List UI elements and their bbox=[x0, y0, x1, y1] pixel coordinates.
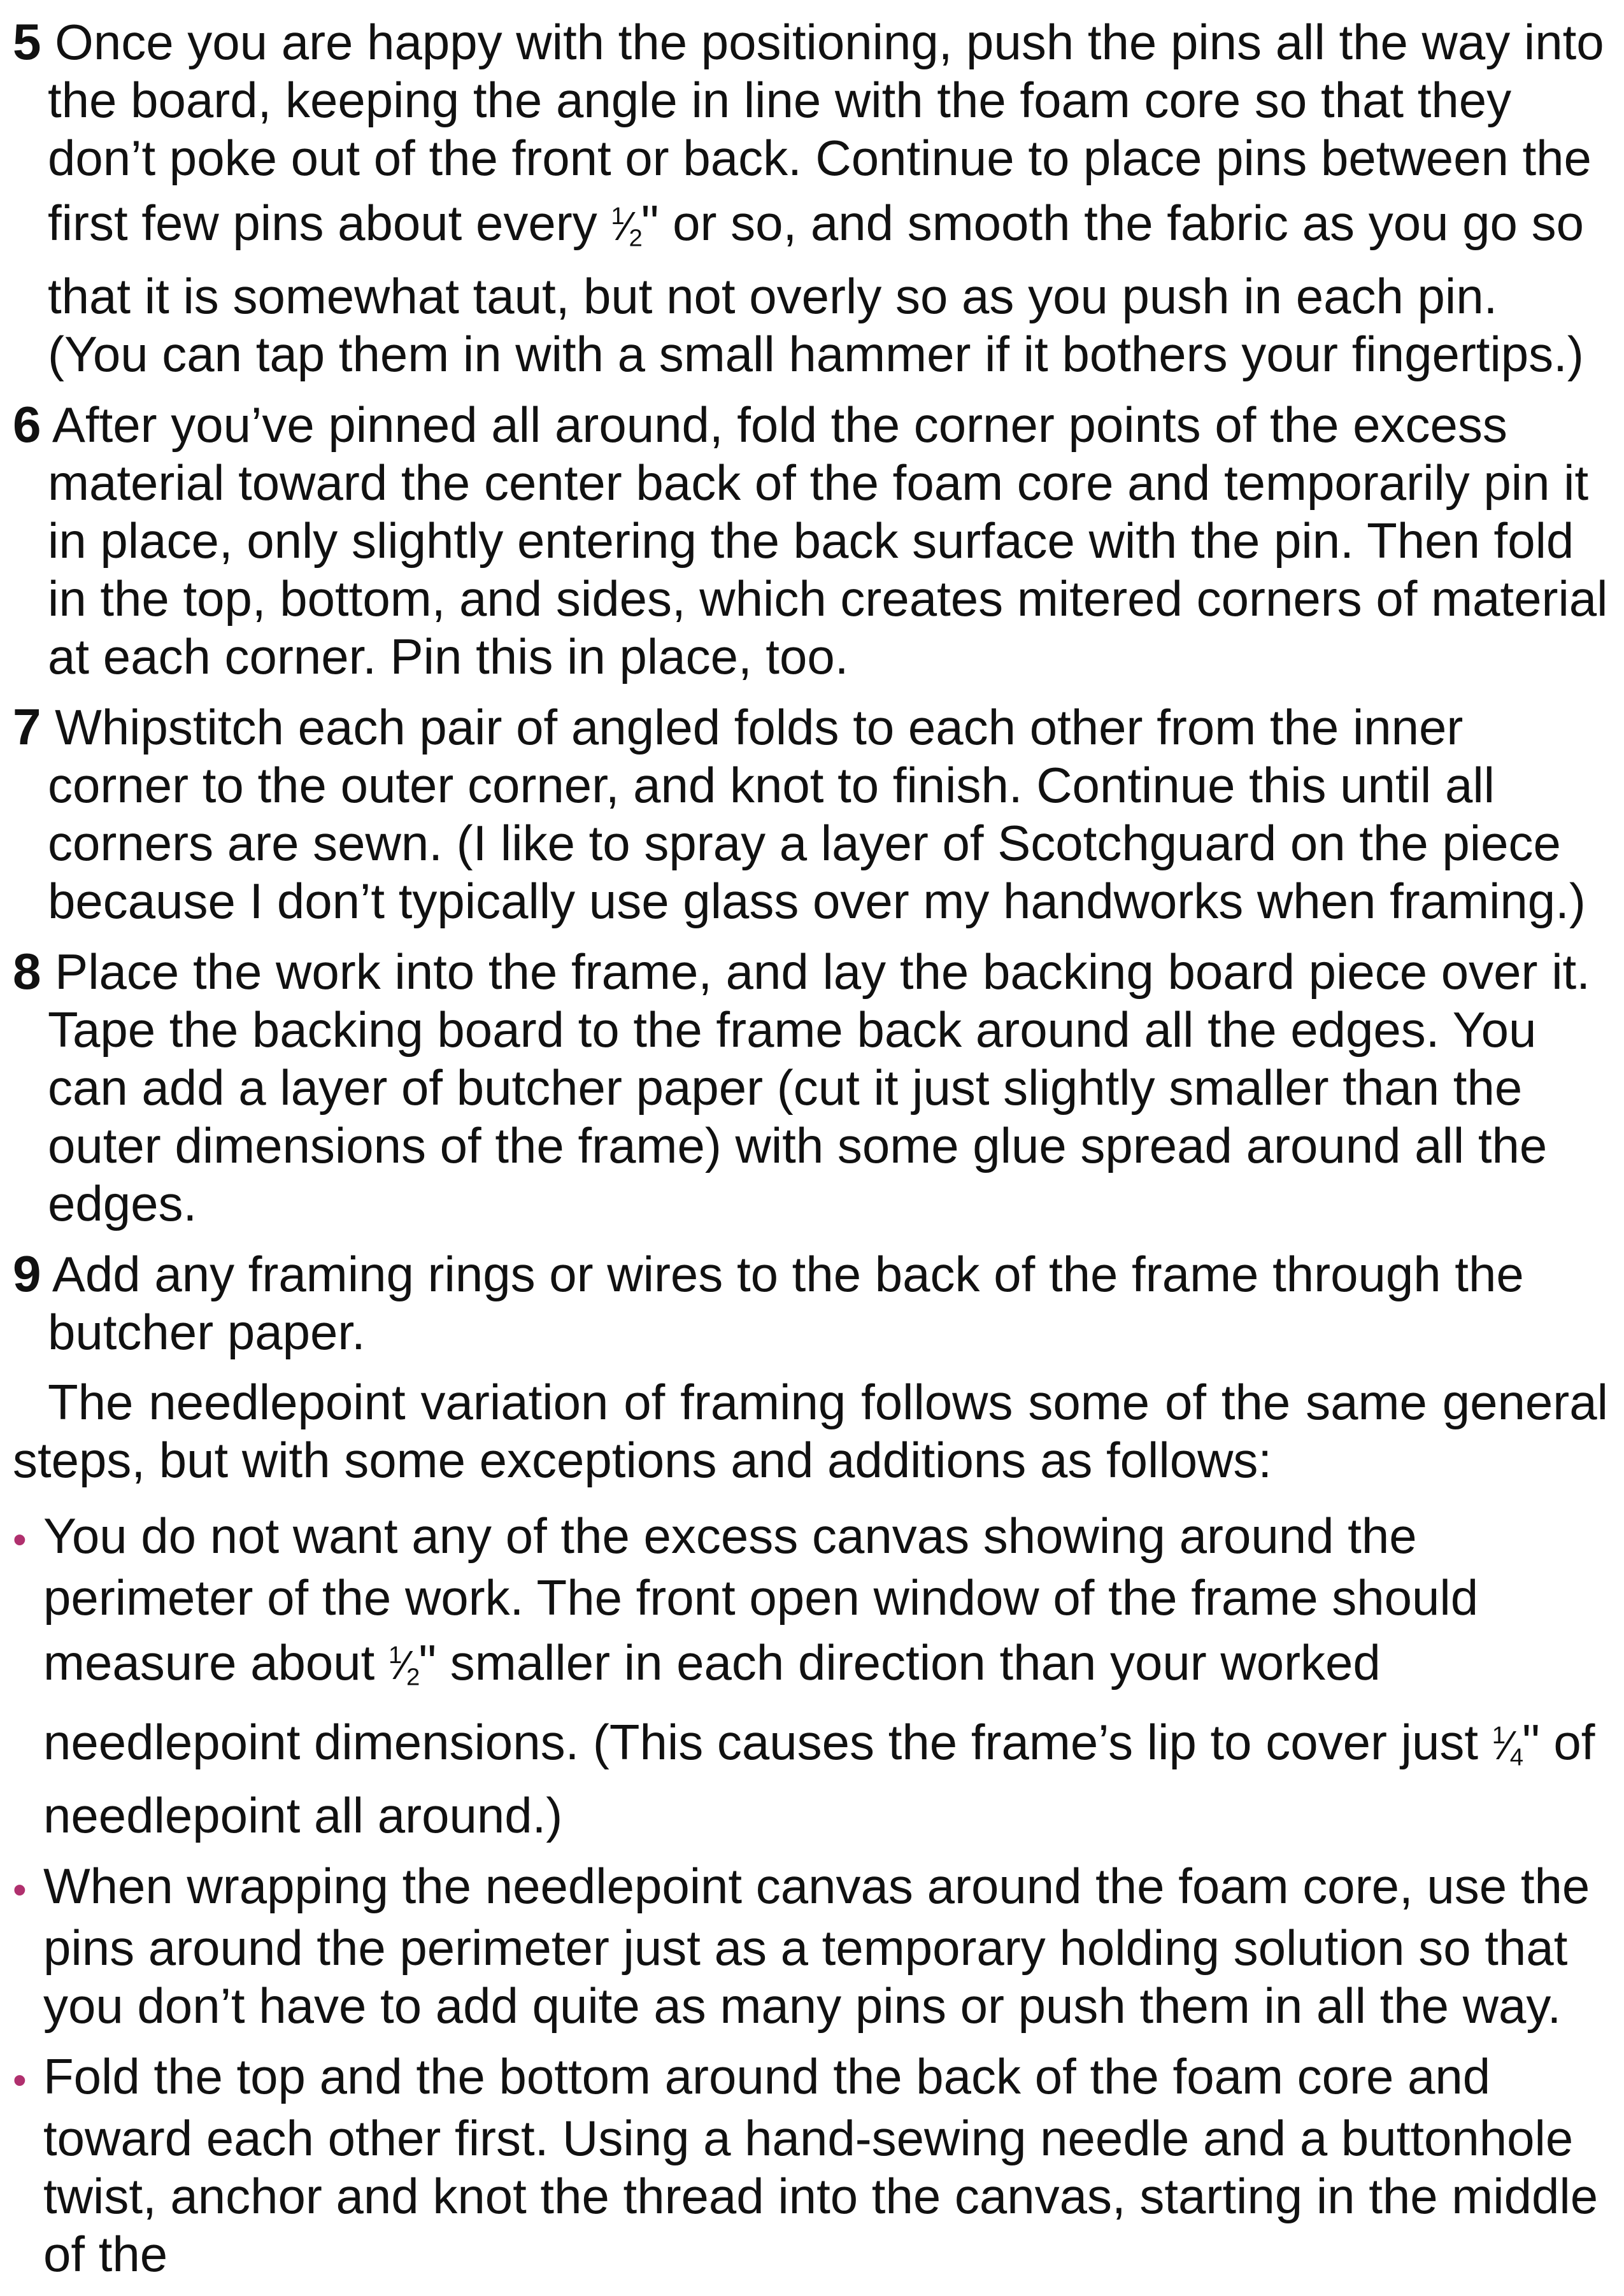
bullet-icon: • bbox=[13, 2058, 27, 2102]
list-item bbox=[13, 1507, 1608, 1845]
step-9 bbox=[13, 1245, 1608, 1361]
list-item-text: When wrapping the needlepoint canvas around the foam core, use the pins around the perimeter just as a temporary holding solution so that you don’t have to add quite as many pins or push them in all the way. bbox=[43, 1857, 1590, 2034]
document-page bbox=[13, 13, 1608, 2296]
step-text: Add any framing rings or wires to the back of the frame through the butcher paper. bbox=[48, 1245, 1524, 1360]
body-paragraph: The needlepoint variation of framing follows some of the same general steps, but with some exceptions and additions as follows: bbox=[13, 1373, 1608, 1488]
fraction-half: $^1⁄_2$ bbox=[611, 202, 641, 252]
step-number: 5 bbox=[13, 13, 41, 70]
step-8 bbox=[13, 942, 1608, 1233]
step-text: After you’ve pinned all around, fold the corner points of the excess material toward the center back of the foam core and temporarily pin it in place, only slightly entering the back surface with the pin. Then fold in the top, bottom, and sides, which creates mitered corners of material at each corner. Pin this in place, too. bbox=[48, 396, 1608, 684]
list-item bbox=[13, 1857, 1608, 2035]
list-item-text: You do not want any of the excess canvas showing around the perimeter of the work. The front open window of the frame should measure about bbox=[43, 1507, 1479, 1690]
bullet-icon: • bbox=[13, 1867, 27, 1912]
bullet-list bbox=[13, 1507, 1608, 2283]
bullet-icon: • bbox=[13, 1517, 27, 1562]
step-number: 7 bbox=[13, 698, 41, 755]
step-6 bbox=[13, 395, 1608, 686]
list-item-text: Fold the top and the bottom around the back of the foam core and toward each other first. Using a hand-sewing needle and a buttonhole twist, anchor and knot the thread into the canvas, starting in the middle of the bbox=[43, 2048, 1599, 2282]
step-number: 9 bbox=[13, 1245, 41, 1302]
fraction-half: $^1⁄_2$ bbox=[388, 1641, 419, 1692]
step-7 bbox=[13, 698, 1608, 930]
step-text: Once you are happy with the positioning, push the pins all the way into the board, keeping the angle in line with the foam core so that they don’t poke out of the front or back. Continue to place pins between the first few pins about every bbox=[48, 14, 1604, 251]
step-text: " or so, and smooth the fabric as you go so that it is somewhat taut, but not overly so as you push in each pin. (You can tap them in with a small hammer if it bothers your fingertips.) bbox=[48, 194, 1584, 382]
step-text: Whipstitch each pair of angled folds to each other from the inner corner to the outer corner, and knot to finish. Continue this until all corners are sewn. (I like to spray a layer of Scotchguard on the piece because I don’t typically use glass over my handworks when framing.) bbox=[48, 698, 1586, 929]
step-number: 8 bbox=[13, 942, 41, 1000]
step-number: 6 bbox=[13, 395, 41, 453]
fraction-quarter: $^1⁄_4$ bbox=[1492, 1722, 1523, 1771]
list-item-text: " smaller in each direction than your worked needlepoint dimensions. (This causes the frame’s lip to cover just bbox=[43, 1634, 1492, 1770]
step-5 bbox=[13, 13, 1608, 383]
list-item bbox=[13, 2048, 1608, 2283]
step-text: Place the work into the frame, and lay the backing board piece over it. Tape the backing board to the frame back around all the edges. You can add a layer of butcher paper (cut it just slightly smaller than the outer dimensions of the frame) with some glue spread around all the edges. bbox=[48, 943, 1590, 1231]
list-item-text: " of needlepoint all around.) bbox=[43, 1714, 1595, 1843]
